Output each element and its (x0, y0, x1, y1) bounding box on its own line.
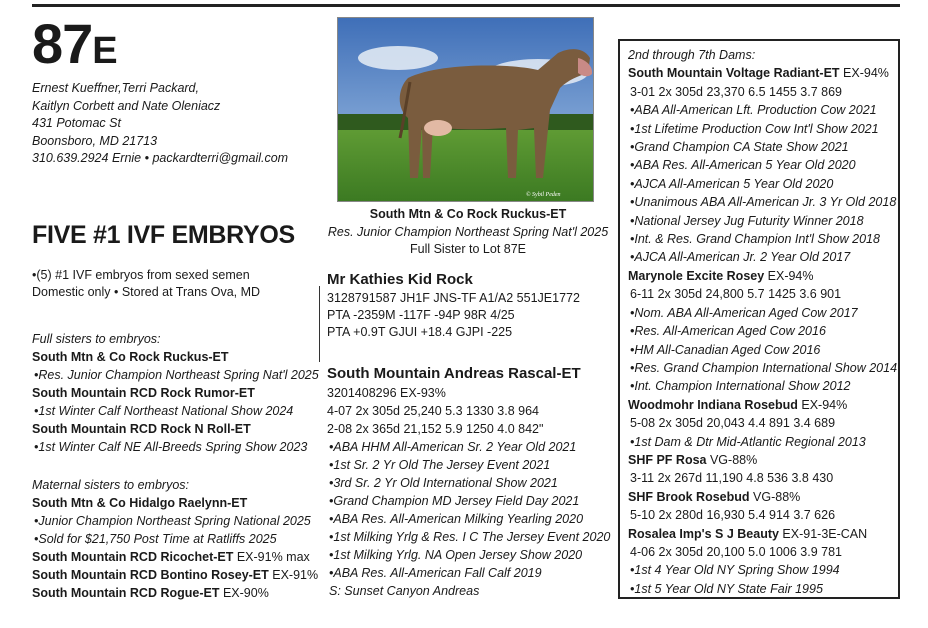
offer-details (32, 267, 322, 301)
dam-entry-name: SHF PF Rosa (628, 452, 707, 467)
sire-name: Mr Kathies Kid Rock (327, 271, 473, 288)
cow-photo-illustration (338, 18, 593, 201)
dam-entry-award: •1st Dam & Dtr Mid-Atlantic Regional 2013 (630, 434, 866, 449)
dam-entry-grade: EX-91-3E-CAN (778, 526, 868, 541)
caption-name: South Mtn & Co Rock Ruckus-ET (369, 207, 567, 221)
sister-grade: EX-91% max (233, 550, 310, 564)
dam-entry-award: •1st 5 Year Old NY State Fair 1995 (630, 581, 823, 596)
sire-info-line: 3128791587 JH1F JNS-TF A1/A2 551JE1772 (327, 291, 580, 305)
pedigree-bracket-line (319, 286, 320, 362)
lot-number (32, 12, 118, 75)
consignor-line: Kaitlyn Corbett and Nate Oleniacz (32, 98, 221, 113)
dam-entry-award: •AJCA All-American Jr. 2 Year Old 2017 (630, 250, 851, 265)
dam-award: •1st Milking Yrlg & Res. I C The Jersey Event 2020 (329, 530, 611, 544)
dam-entry-award: •1st Lifetime Production Cow Int'l Show 2021 (630, 121, 879, 136)
dam-entry (628, 64, 898, 82)
dams-list (628, 46, 898, 598)
maternal-sisters-heading: Maternal sisters to embryos: (32, 478, 189, 492)
dam-award: •ABA HHM All-American Sr. 2 Year Old 2021 (329, 440, 577, 454)
sister-grade: EX-90% (219, 586, 269, 600)
sister-award: •1st Winter Calf Northeast National Show 2024 (34, 404, 294, 418)
dam-award: •ABA Res. All-American Milking Yearling 2020 (329, 512, 584, 526)
consignor-line: Boonsboro, MD 21713 (32, 133, 158, 148)
dam-entry (628, 267, 898, 285)
dam-entry-award: •Res. All-American Aged Cow 2016 (630, 324, 826, 339)
sister-award: •Res. Junior Champion Northeast Spring Nat'l 2025 (34, 368, 319, 382)
dam-sire-line: S: Sunset Canyon Andreas (329, 584, 480, 598)
dam-entry-award: •National Jersey Jug Futurity Winner 2018 (630, 213, 864, 228)
dam-entry-name: SHF Brook Rosebud (628, 489, 750, 504)
sister-name: South Mtn & Co Hidalgo Raelynn-ET (32, 496, 248, 510)
sister-name: South Mountain RCD Bontino Rosey-ET (32, 568, 269, 582)
consignor-line: 431 Potomac St (32, 116, 121, 130)
dam-entry (628, 396, 898, 414)
dam-record-line: 2-08 2x 365d 21,152 5.9 1250 4.0 842" (327, 422, 544, 436)
dam-entry-name: Rosalea Imp's S J Beauty (628, 526, 779, 541)
dam-entry-record: 3-11 2x 267d 11,190 4.8 536 3.8 430 (630, 471, 834, 486)
offer-headline: FIVE #1 IVF EMBRYOS (32, 221, 295, 249)
dam-entry-grade: EX-94% (797, 397, 848, 412)
sister-award: •Sold for $21,750 Post Time at Ratliffs 2025 (34, 532, 277, 546)
dam-entry-record: 4-06 2x 305d 20,100 5.0 1006 3.9 781 (630, 544, 842, 559)
dam-entry-award: •1st 4 Year Old NY Spring Show 1994 (630, 563, 840, 578)
maternal-sisters-section (32, 476, 327, 602)
dam-award: •1st Sr. 2 Yr Old The Jersey Event 2021 (329, 458, 551, 472)
sire-info-line: PTA -2359M -117F -94P 98R 4/25 (327, 308, 515, 322)
dam-entry-award: •Nom. ABA All-American Aged Cow 2017 (630, 305, 858, 320)
dam-entry-record: 6-11 2x 305d 24,800 5.7 1425 3.6 901 (630, 287, 842, 302)
sister-award: •Junior Champion Northeast Spring National 2025 (34, 514, 311, 528)
consignor-block (32, 80, 312, 168)
dam-entry-grade: VG-88% (706, 452, 758, 467)
dam-entry-record: 3-01 2x 305d 23,370 6.5 1455 3.7 869 (630, 84, 842, 99)
dam-info-line: 3201408296 EX-93% (327, 386, 446, 400)
sister-name: South Mtn & Co Rock Ruckus-ET (32, 350, 229, 364)
photo-caption (327, 206, 609, 259)
dam-entry (628, 451, 898, 469)
dam-entry-award: •Res. Grand Champion International Show 2014 (630, 360, 898, 375)
dam-entry-grade: EX-94% (764, 268, 814, 283)
dam-award: •3rd Sr. 2 Yr Old International Show 2021 (329, 476, 558, 490)
full-sisters-section (32, 330, 327, 456)
dam-entry-record: 5-10 2x 280d 16,930 5.4 914 3.7 626 (630, 508, 836, 523)
dam-entry-award: •Int. & Res. Grand Champion Int'l Show 2018 (630, 232, 880, 247)
dams-heading: 2nd through 7th Dams: (628, 48, 756, 62)
dam-entry-award: •Int. Champion International Show 2012 (630, 379, 851, 394)
offer-detail-line: Domestic only • Stored at Trans Ova, MD (32, 285, 261, 299)
dam-record-line: 4-07 2x 305d 25,240 5.3 1330 3.8 964 (327, 404, 539, 418)
dam-entry-award: •ABA Res. All-American 5 Year Old 2020 (630, 158, 856, 173)
sister-name: South Mountain RCD Ricochet-ET (32, 550, 234, 564)
dam-block (327, 364, 617, 600)
dam-name: South Mountain Andreas Rascal-ET (327, 365, 581, 382)
dam-entry-name: South Mountain Voltage Radiant-ET (628, 66, 840, 81)
dam-entry-award: •HM All-Canadian Aged Cow 2016 (630, 342, 821, 357)
dam-award: •Grand Champion MD Jersey Field Day 2021 (329, 494, 580, 508)
lot-number-digits: 87 (32, 12, 93, 75)
sister-name: South Mountain RCD Rock N Roll-ET (32, 422, 251, 436)
dam-award: •1st Milking Yrlg. NA Open Jersey Show 2020 (329, 548, 583, 562)
full-sisters-heading: Full sisters to embryos: (32, 332, 161, 346)
dam-entry-name: Marynole Excite Rosey (628, 268, 765, 283)
lot-number-suffix: E (92, 30, 118, 72)
dam-entry-grade: VG-88% (749, 489, 801, 504)
caption-note: Full Sister to Lot 87E (409, 242, 527, 256)
cow-photo (337, 17, 594, 202)
offer-detail-line: •(5) #1 IVF embryos from sexed semen (32, 268, 250, 282)
dams-box (618, 39, 900, 599)
dam-entry (628, 488, 898, 506)
dam-entry-grade: EX-94% (839, 66, 889, 81)
consignor-line: 310.639.2924 Ernie • packardterri@gmail.com (32, 151, 289, 165)
sister-entry (32, 566, 327, 584)
consignor-line: Ernest Kueffner,Terri Packard, (32, 81, 199, 95)
dam-entry (628, 525, 898, 543)
sister-grade: EX-91% (268, 568, 319, 582)
top-rule (32, 4, 900, 7)
sire-block (327, 270, 617, 341)
sister-entry (32, 584, 327, 602)
sister-entry (32, 548, 327, 566)
dam-entry-award: •Grand Champion CA State Show 2021 (630, 140, 849, 155)
photo-credit: © Sybil Peden (526, 192, 561, 198)
sister-name: South Mountain RCD Rogue-ET (32, 586, 220, 600)
sister-name: South Mountain RCD Rock Rumor-ET (32, 386, 255, 400)
dam-entry-award: •ABA All-American Lft. Production Cow 2021 (630, 103, 877, 118)
sister-award: •1st Winter Calf NE All-Breeds Spring Show 2023 (34, 440, 308, 454)
dam-award: •ABA Res. All-American Fall Calf 2019 (329, 566, 542, 580)
dam-entry-award: •AJCA All-American 5 Year Old 2020 (630, 176, 834, 191)
dam-entry-name: Woodmohr Indiana Rosebud (628, 397, 798, 412)
caption-award: Res. Junior Champion Northeast Spring Nat'l 2025 (327, 224, 609, 239)
dam-entry-record: 5-08 2x 305d 20,043 4.4 891 3.4 689 (630, 416, 836, 431)
dam-entry-award: •Unanimous ABA All-American Jr. 3 Yr Old 2018 (630, 195, 897, 210)
sire-info-line: PTA +0.9T GJUI +18.4 GJPI -225 (327, 325, 513, 339)
